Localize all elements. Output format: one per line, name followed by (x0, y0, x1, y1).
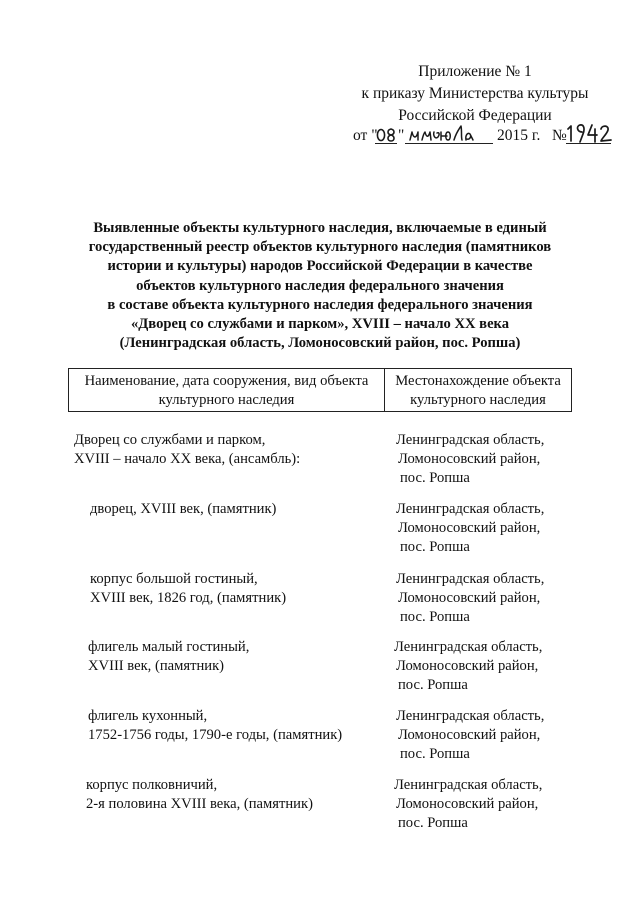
location-line: пос. Ропша (398, 677, 468, 693)
object-name-line: XVIII – начало XX века, (ансамбль): (74, 451, 301, 467)
appendix-label: Приложение № 1 (418, 63, 532, 80)
handwritten-month (407, 123, 487, 145)
object-name-line: 2-я половина XVIII века, (памятник) (86, 796, 313, 812)
location-line: пос. Ропша (400, 539, 470, 555)
location-line: Ленинградская область, (396, 708, 545, 724)
object-name-line: Дворец со службами и парком, (74, 432, 266, 448)
handwritten-day (375, 125, 397, 145)
location-line: пос. Ропша (400, 470, 470, 486)
order-reference: к приказу Министерства культуры (361, 85, 589, 102)
object-location (394, 638, 542, 695)
title-line: Выявленные объекты культурного наследия, включаемые в единый (93, 220, 547, 236)
order-date-prefix: от " (353, 127, 378, 144)
handwritten-number (565, 121, 617, 145)
location-line: Ломоносовский район, (398, 451, 541, 467)
column-header-name (69, 369, 385, 411)
location-line: Ломоносовский район, (396, 796, 539, 812)
location-line: Ленинградская область, (396, 501, 545, 517)
column-header-line: Наименование, дата сооружения, вид объекта (84, 373, 369, 389)
document-title (60, 219, 580, 353)
title-line: (Ленинградская область, Ломоносовский район, пос. Ропша) (119, 335, 521, 352)
location-line: Ленинградская область, (394, 639, 543, 655)
title-line: государственный реестр объектов культурного наследия (памятников (88, 239, 552, 256)
object-name-small-guest-wing (88, 638, 249, 676)
location-line: пос. Ропша (400, 609, 470, 625)
location-line: Ленинградская область, (396, 571, 545, 587)
order-year: 2015 г. (497, 127, 541, 144)
object-name-ensemble (74, 431, 300, 469)
order-date-quote-close: " (398, 127, 405, 144)
title-line: объектов культурного наследия федерального значения (136, 277, 504, 294)
location-line: Ломоносовский район, (398, 590, 541, 606)
object-location (396, 431, 544, 488)
object-name-big-guest-building (90, 570, 286, 608)
object-location (396, 707, 544, 764)
title-line: в составе объекта культурного наследия федерального значения (107, 296, 533, 313)
federation-label: Российской Федерации (398, 107, 552, 124)
column-header-location (385, 369, 571, 411)
object-name-line: корпус большой гостиный, (90, 571, 258, 587)
object-name-line: корпус полковничий, (86, 777, 218, 793)
object-location (394, 776, 542, 833)
object-location (396, 500, 544, 557)
object-location (396, 570, 544, 627)
column-header-line: культурного наследия (158, 392, 295, 408)
order-number-sign: № (552, 127, 567, 144)
title-line: истории и культуры) народов Российской Федерации в качестве (107, 258, 533, 275)
object-name-line: XVIII век, (памятник) (88, 658, 225, 674)
object-name-line: XVIII век, 1826 год, (памятник) (90, 590, 287, 606)
location-line: пос. Ропша (398, 815, 468, 831)
object-name-line: дворец, XVIII век, (памятник) (90, 501, 277, 517)
object-name-line: флигель малый гостиный, (88, 639, 250, 655)
column-header-line: культурного наследия (410, 392, 546, 408)
object-name-kitchen-wing (88, 707, 342, 745)
table-header (68, 368, 572, 412)
column-header-line: Местонахождение объекта (395, 373, 561, 389)
object-name-palace (90, 500, 276, 519)
object-name-colonel-building (86, 776, 313, 814)
order-date-line (353, 125, 623, 147)
title-line: «Дворец со службами и парком», XVIII – начало XX века (130, 316, 510, 333)
location-line: Ломоносовский район, (398, 727, 541, 743)
location-line: Ломоносовский район, (396, 658, 539, 674)
location-line: Ломоносовский район, (398, 520, 541, 536)
location-line: Ленинградская область, (396, 432, 545, 448)
object-name-line: 1752-1756 годы, 1790-е годы, (памятник) (88, 727, 343, 743)
object-name-line: флигель кухонный, (88, 708, 208, 724)
location-line: Ленинградская область, (394, 777, 543, 793)
location-line: пос. Ропша (400, 746, 470, 762)
